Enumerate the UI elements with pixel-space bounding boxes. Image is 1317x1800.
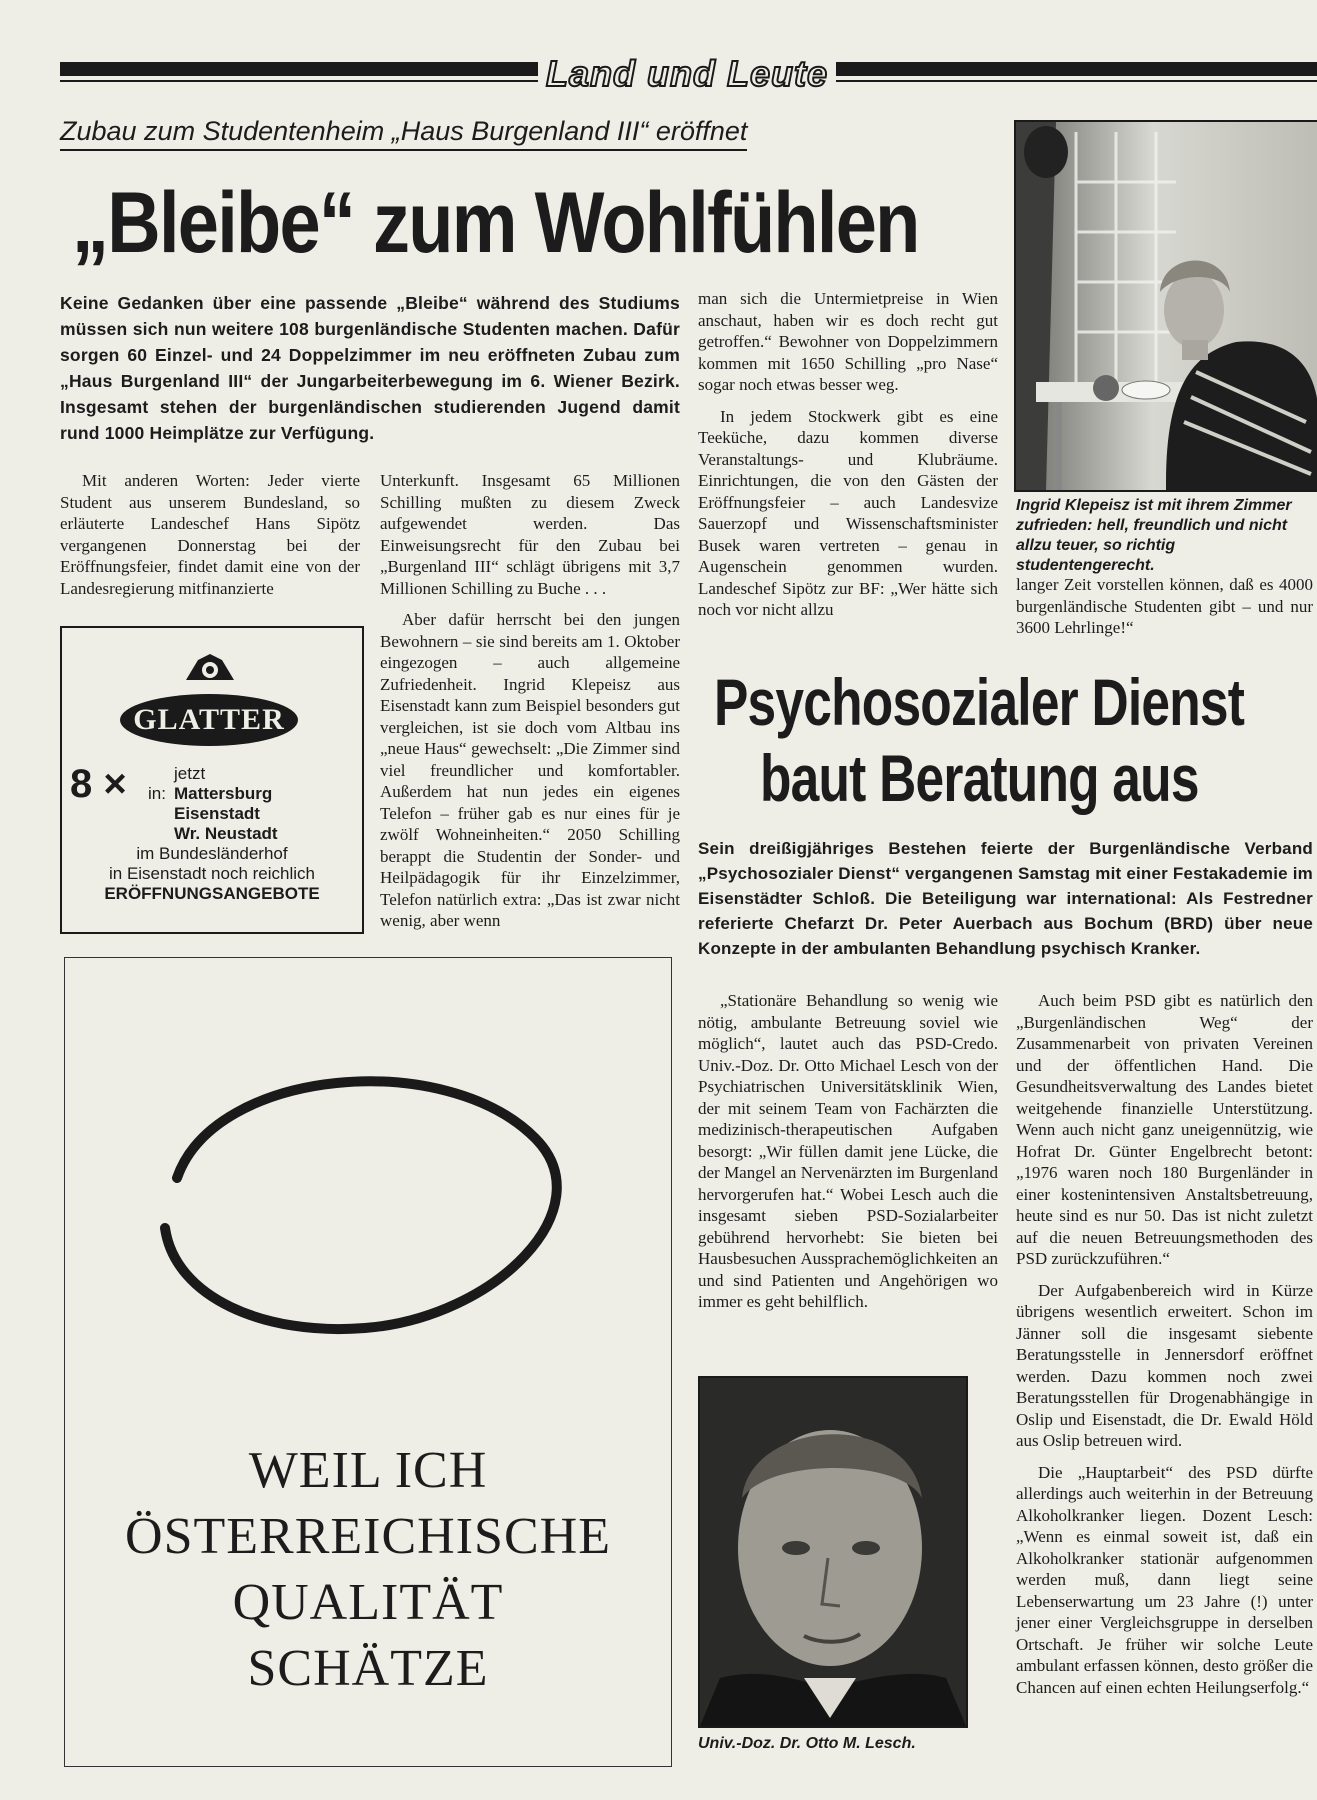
article2-col2-p3: Die „Hauptarbeit“ des PSD dürfte allerdings auch weiterhin in der Betreuung Alkoholkranker liegen. Dozent Lesch: „Wenn es einmal soweit ist, daß ein Alkoholkranker stationär aufgenommen werden muß, dann liegt seine Lebenserwartung um 23 Jahre (!) unter jener einer Vergleichsgruppe in derselben Ortschaft. Je früher wir solche Leute ambulant erfassen können, desto größer die Chancen auf einen echten Heilungserfolg.“ xyxy=(1016,1462,1313,1697)
article1-col1-text: Mit anderen Worten: Jeder vierte Student aus unserem Bundesland, so erläuterte Landeschef Hans Sipötz vergangenen Donnerstag bei der Eröffnungsfeier, findet damit eine von der Landesregierung mitfinanzierte xyxy=(60,471,360,598)
article1-col4 xyxy=(1016,574,1313,639)
lesch-portrait-caption: Univ.-Doz. Dr. Otto M. Lesch. xyxy=(698,1735,916,1752)
glatter-logo: GLATTER xyxy=(120,694,298,746)
glatter-line5: im Bundesländerhof xyxy=(136,844,288,863)
glatter-ad xyxy=(60,626,364,934)
student-room-image xyxy=(1016,122,1317,490)
article2-col1 xyxy=(698,990,998,1313)
article2-headline-line2: baut Beratung aus xyxy=(760,741,1199,815)
article1-col2-p1: Unterkunft. Insgesamt 65 Millionen Schilling mußten zu diesem Zweck aufgewendet werden. Das Einweisungsrecht für den Zubau bei „Burgenland III“ schlägt übrigens mit 3,7 Millionen Schilling zu Buche . . . xyxy=(380,471,680,598)
header-rule-left xyxy=(60,62,538,76)
article1-col1 xyxy=(60,470,360,599)
article2-col2 xyxy=(1016,990,1313,1698)
student-room-caption: Ingrid Klepeisz ist mit ihrem Zimmer zufrieden: hell, freundlich und nicht allzu teuer, so richtig studentengerecht. xyxy=(1016,497,1292,574)
glatter-count: 8 × xyxy=(70,762,127,806)
article1-kicker: Zubau zum Studentenheim „Haus Burgenland III“ eröffnet xyxy=(60,116,747,151)
glatter-city1: Mattersburg xyxy=(174,784,273,803)
student-room-photo xyxy=(1014,120,1317,492)
header-rule-right xyxy=(836,62,1317,76)
quality-ad xyxy=(64,957,672,1767)
lesch-portrait-photo xyxy=(698,1376,968,1728)
article1-col4-text: langer Zeit vorstellen können, daß es 4000 burgenländische Studenten gibt – und nur 3600 Lehrlinge!“ xyxy=(1016,575,1313,637)
lesch-portrait-image xyxy=(700,1378,966,1726)
glatter-city2: Eisenstadt xyxy=(174,804,260,823)
article1-headline: „Bleibe“ zum Wohlfühlen xyxy=(72,175,919,271)
article1-lead: Keine Gedanken über eine passende „Bleibe“ während des Studiums müssen sich nun weitere 108 burgenländische Studenten machen. Dafür sorgen 60 Einzel- und 24 Doppelzimmer im neu eröffneten Zubau zum „Haus Burgenland III“ der Jungarbeiterbewegung im 6. Wiener Bezirk. Insgesamt stehen der burgenländischen studierenden Jugend damit rund 1000 Heimplätze zur Verfügung. xyxy=(60,293,680,443)
glatter-line7: ERÖFFNUNGSANGEBOTE xyxy=(104,884,320,903)
glatter-city3: Wr. Neustadt xyxy=(174,824,278,843)
article1-col3-p2: In jedem Stockwerk gibt es eine Teeküche, dazu kommen diverse Veranstaltungs- und Klubräume. Einrichtungen, die von den Gästen der Eröffnungsfeier – auch Landesvize Sauerzopf und Wissenschaftsminister Busek waren vertreten – genau in Augenschein genommen wurden. Landeschef Sipötz zur BF: „Wer hätte sich noch vor nicht allzu xyxy=(698,406,998,619)
section-tag: Land und Leute xyxy=(546,53,828,94)
article1-col2-p2: Aber dafür herrscht bei den jungen Bewohnern – sie sind bereits am 1. Oktober eingezogen – auch allgemeine Zufriedenheit. Ingrid Klepeisz aus Eisenstadt kann zum Beispiel besonders gut vergleichen, ist sie doch vom Altbau ins „neue Haus“ gewechselt: „Die Zimmer sind viel freundlicher und komfortabler. Außerdem hat nun jedes ein eigenes Telefon – früher gab es nur eines für je zwölf Wohneinheiten.“ 2050 Schilling berappt die Studentin der Sonder- und Heilpädagogik für ihr Einzelzimmer, Telefon natürlich extra: „Das ist zwar nicht wenig, aber wenn xyxy=(380,610,680,930)
quality-line3: QUALITÄT xyxy=(232,1574,504,1631)
quality-line1: WEIL ICH xyxy=(248,1442,488,1499)
article1-col3-p1: man sich die Untermietpreise in Wien anschaut, haben wir es doch recht gut getroffen.“ Bewohner von Doppelzimmern kommen mit 1650 Schilling „pro Nase“ sogar noch etwas besser weg. xyxy=(698,289,998,394)
article2-col2-p2: Der Aufgabenbereich wird in Kürze übrigens wesentlich erweitert. Schon im Jänner soll die insgesamt siebente Beratungsstelle in Jennersdorf eröffnet werden. Dazu kommen noch zwei Beratungsstellen für Drogenabhängige in Oslip und Eisenstadt, die Dr. Ewald Höld aus Oslip betreuen wird. xyxy=(1016,1280,1313,1450)
quality-line4: SCHÄTZE xyxy=(247,1640,489,1697)
article2-headline-line1: Psychosozialer Dienst xyxy=(714,665,1245,739)
quality-line2: ÖSTERREICHISCHE xyxy=(125,1508,611,1565)
article2-lead: Sein dreißigjähriges Bestehen feierte der Burgenländische Verband „Psychosozialer Dienst“ vergangenen Samstag mit einer Festakademie im Eisenstädter Schloß. Die Beteiligung war international: Als Festredner referierte Chefarzt Dr. Peter Auerbach aus Bochum (BRD) über neue Konzepte in der ambulanten Behandlung psychisch Kranker. xyxy=(698,839,1313,958)
article1-col2 xyxy=(380,470,680,932)
ring-icon xyxy=(65,1028,671,1388)
glatter-line6: in Eisenstadt noch reichlich xyxy=(108,864,315,883)
article2-col2-p1: Auch beim PSD gibt es natürlich den „Burgenländischen Weg“ der Zusammenarbeit von privaten Vereinen und der öffentlichen Hand. Die Gesundheitsverwaltung des Landes bietet weitgehende finanzielle Unterstützung. Wenn auch nicht ganz uneigennützig, wie Hofrat Dr. Günter Engelbrecht betont: „1976 waren noch 180 Burgenländer in einer kostenintensiven Anstaltsbetreuung, heute sind es nur 50. Das ist nicht zuletzt auf die neuen Betreuungsmethoden des PSD zurückzuführen.“ xyxy=(1016,991,1313,1268)
article1-col3 xyxy=(698,288,998,621)
glatter-jetzt: jetzt xyxy=(174,764,206,783)
article2-col1-text: „Stationäre Behandlung so wenig wie nötig, ambulante Betreuung soviel wie möglich“, lautet auch das PSD-Credo. Univ.-Doz. Dr. Otto Michael Lesch von der Psychiatrischen Universitätsklinik Wien, der mit seinem Team von Fachärzten die medizinisch-therapeutischen Aufgaben besorgt: „Wir füllen damit jene Lücke, die der Mangel an Nervenärzten im Burgenland hervorgerufen hat.“ Wobei Lesch auch die insgesamt sieben PSD-Sozialarbeiter gebührend hervorhebt: Sie bieten bei Hausbesuchen Aussprachemöglichkeiten an und sind Patienten und Angehörigen wo immer es geht behilflich. xyxy=(698,991,998,1311)
glatter-in: in: xyxy=(148,784,166,803)
mascot-icon xyxy=(180,650,240,690)
